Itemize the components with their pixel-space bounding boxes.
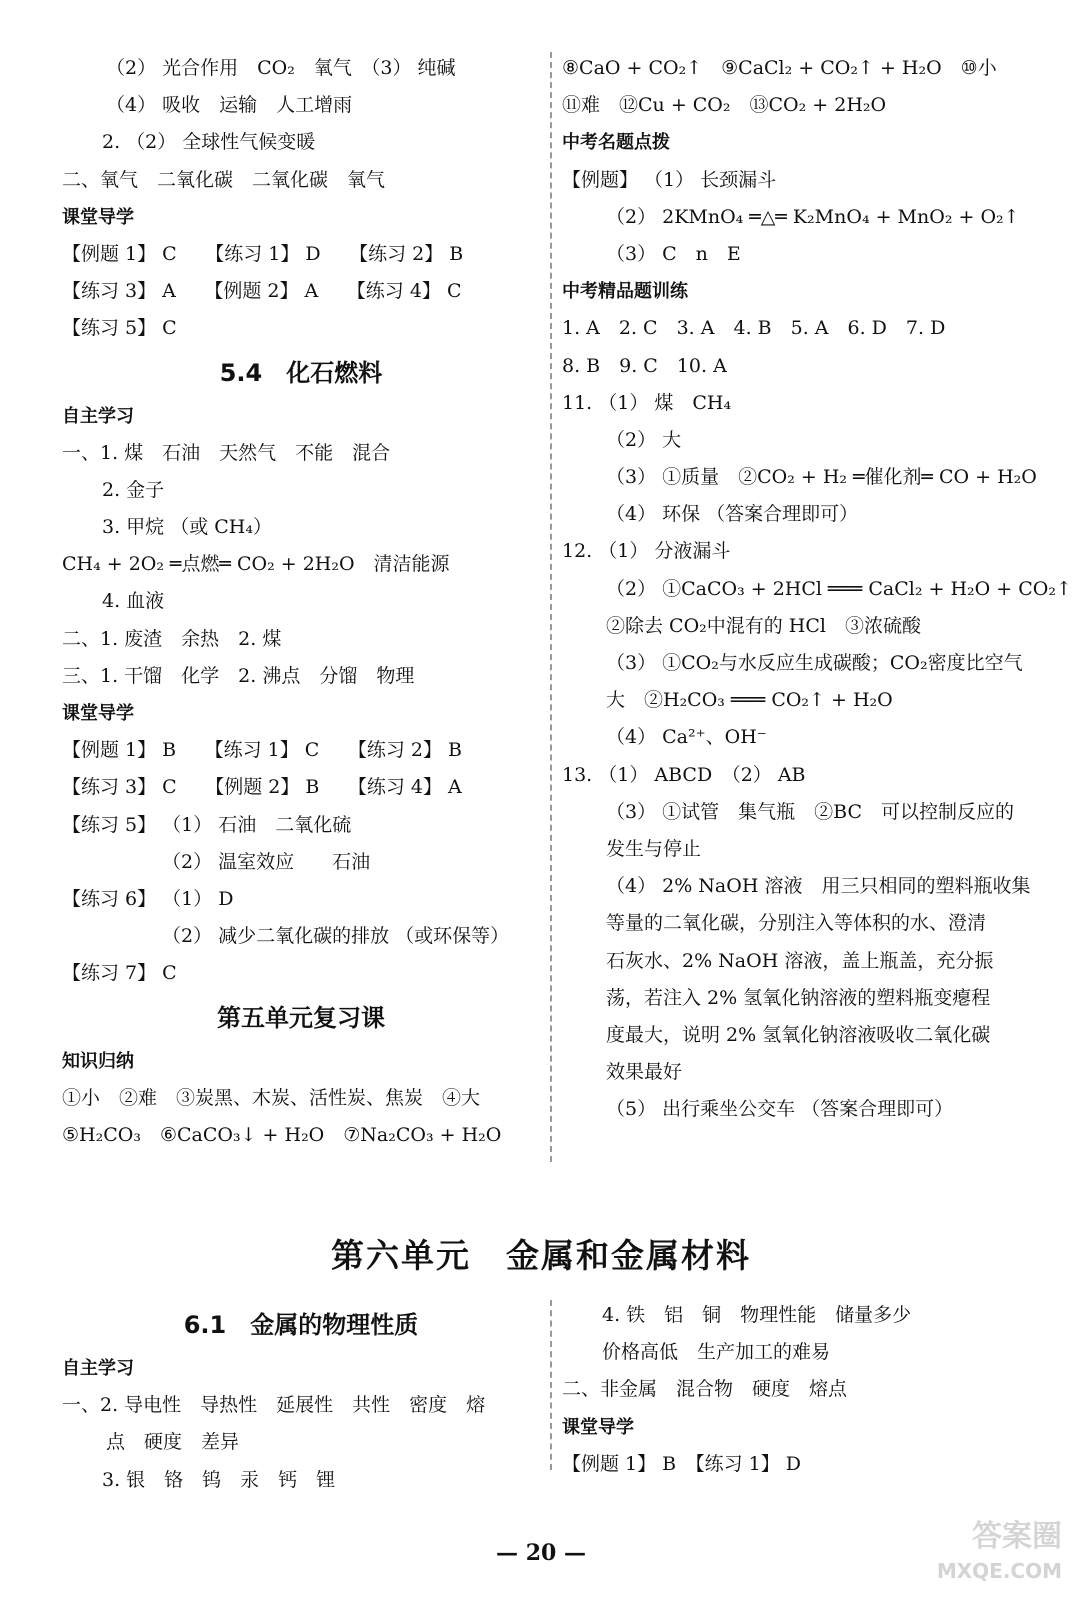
answer-line: （4） 吸收 运输 人工增雨 bbox=[106, 94, 353, 117]
answer-line: 发生与停止 bbox=[606, 837, 702, 860]
left-column-unit6 bbox=[62, 1300, 540, 1499]
watermark-logo bbox=[937, 1520, 1062, 1588]
answer-line: ⑪难 ⑫Cu + CO₂ ⑬CO₂ + 2H₂O bbox=[562, 94, 887, 117]
answer-line: 度最大，说明 2% 氢氧化钠溶液吸收二氧化碳 bbox=[606, 1023, 991, 1046]
answer-line: ①小 ②难 ③炭黑、木炭、活性炭、焦炭 ④大 bbox=[62, 1086, 481, 1109]
answer-line: （4） Ca²⁺、OH⁻ bbox=[606, 726, 767, 749]
section-heading: 课堂导学 bbox=[62, 206, 134, 228]
unit-title: 第六单元 金属和金属材料 bbox=[331, 1236, 751, 1275]
right-column-unit6 bbox=[562, 1297, 1042, 1483]
answer-line: 价格高低 生产加工的难易 bbox=[602, 1341, 831, 1364]
answer-line: 石灰水、2% NaOH 溶液，盖上瓶盖，充分振 bbox=[606, 949, 994, 972]
answer-line: 4. 血液 bbox=[102, 590, 165, 613]
answer-line: 【练习 7】 C bbox=[62, 962, 177, 985]
answer-line: 2. （2） 全球性气候变暖 bbox=[102, 131, 316, 154]
left-column bbox=[62, 50, 540, 1154]
watermark-text: 答案圈 bbox=[972, 1519, 1062, 1554]
section-heading: 自主学习 bbox=[62, 1358, 134, 1379]
answer-line: 【例题 1】 C 【练习 1】 D 【练习 2】 B bbox=[62, 242, 464, 265]
answer-line: 12. （1） 分液漏斗 bbox=[562, 540, 731, 563]
answer-line: 【练习 5】 （1） 石油 二氧化硫 bbox=[62, 813, 352, 836]
column-divider bbox=[550, 1300, 552, 1470]
answer-line: 11. （1） 煤 CH₄ bbox=[562, 391, 732, 414]
section-heading: 课堂导学 bbox=[62, 703, 134, 724]
answer-line: 4. 铁 铝 铜 物理性能 储量多少 bbox=[602, 1304, 912, 1326]
answer-line: 【例题】 （1） 长颈漏斗 bbox=[562, 168, 777, 191]
answer-line: （5） 出行乘坐公交车 （答案合理即可） bbox=[606, 1098, 954, 1121]
answer-line: 点 硬度 差异 bbox=[106, 1431, 240, 1454]
answer-line: （2） 2KMnO₄ ═△═ K₂MnO₄ + MnO₂ + O₂↑ bbox=[606, 205, 1020, 228]
section-heading: 自主学习 bbox=[62, 405, 134, 427]
answer-line: （4） 环保 （答案合理即可） bbox=[606, 503, 859, 526]
answer-line: （2） 减少二氧化碳的排放 （或环保等） bbox=[162, 925, 510, 948]
answer-line: （3） C n E bbox=[606, 242, 741, 265]
answer-line: 3. 银 铬 钨 汞 钙 锂 bbox=[102, 1468, 336, 1491]
answer-line: （3） ①CO₂与水反应生成碳酸；CO₂密度比空气 bbox=[606, 652, 1023, 674]
section-title: 第五单元复习课 bbox=[217, 1003, 385, 1032]
answer-line: 【练习 3】 C 【例题 2】 B 【练习 4】 A bbox=[62, 776, 462, 799]
answer-line: 二、1. 废渣 余热 2. 煤 bbox=[62, 627, 282, 650]
section-heading: 课堂导学 bbox=[562, 1416, 634, 1438]
watermark-url: MXQE.COM bbox=[936, 1559, 1062, 1583]
answer-line: （2） 光合作用 CO₂ 氧气 （3） 纯碱 bbox=[106, 57, 456, 79]
answer-line: 大 ②H₂CO₃ ═══ CO₂↑ + H₂O bbox=[606, 689, 893, 712]
answer-line: 【例题 1】 B 【练习 1】 C 【练习 2】 B bbox=[62, 739, 462, 762]
answer-line: （3） ①质量 ②CO₂ + H₂ ═催化剂═ CO + H₂O bbox=[606, 466, 1037, 489]
answer-line: 【练习 3】 A 【例题 2】 A 【练习 4】 C bbox=[62, 280, 462, 303]
answer-line: （3） ①试管 集气瓶 ②BC 可以控制反应的 bbox=[606, 800, 1014, 823]
right-column bbox=[562, 50, 1072, 1128]
answer-line: 【练习 6】 （1） D bbox=[62, 887, 234, 910]
answer-line: 8. B 9. C 10. A bbox=[562, 354, 727, 377]
answer-line: （4） 2% NaOH 溶液 用三只相同的塑料瓶收集 bbox=[606, 875, 1031, 898]
answer-line: （2） 大 bbox=[606, 428, 682, 451]
answer-line: 1. A 2. C 3. A 4. B 5. A 6. D 7. D bbox=[562, 317, 946, 340]
section-heading: 知识归纳 bbox=[62, 1050, 134, 1072]
answer-line: ⑧CaO + CO₂↑ ⑨CaCl₂ + CO₂↑ + H₂O ⑩小 bbox=[562, 57, 997, 79]
column-divider bbox=[550, 52, 552, 1162]
answer-line: （2） 温室效应 石油 bbox=[162, 850, 371, 873]
section-heading: 中考精品题训练 bbox=[562, 281, 688, 303]
answer-line: 二、非金属 混合物 硬度 熔点 bbox=[562, 1378, 848, 1401]
answer-line: 效果最好 bbox=[606, 1061, 683, 1084]
answer-line: 等量的二氧化碳，分别注入等体积的水、澄清 bbox=[606, 912, 987, 935]
answer-line: 3. 甲烷 （或 CH₄） bbox=[102, 516, 272, 539]
answer-line: CH₄ + 2O₂ ═点燃═ CO₂ + 2H₂O 清洁能源 bbox=[62, 553, 450, 576]
answer-line: 一、2. 导电性 导热性 延展性 共性 密度 熔 bbox=[62, 1394, 486, 1417]
answer-line: 【例题 1】 B 【练习 1】 D bbox=[562, 1452, 802, 1475]
answer-line: 三、1. 干馏 化学 2. 沸点 分馏 物理 bbox=[62, 664, 415, 687]
section-title: 5.4 化石燃料 bbox=[219, 358, 383, 387]
answer-line: ⑤H₂CO₃ ⑥CaCO₃↓ + H₂O ⑦Na₂CO₃ + H₂O bbox=[62, 1123, 502, 1146]
answer-line: 荡，若注入 2% 氢氧化钠溶液的塑料瓶变瘪程 bbox=[606, 986, 991, 1009]
answer-line: 二、氧气 二氧化碳 二氧化碳 氧气 bbox=[62, 168, 386, 191]
answer-line: 【练习 5】 C bbox=[62, 317, 177, 340]
answer-line: ②除去 CO₂中混有的 HCl ③浓硫酸 bbox=[606, 614, 921, 637]
section-title: 6.1 金属的物理性质 bbox=[183, 1311, 419, 1339]
section-heading: 中考名题点拨 bbox=[562, 132, 670, 154]
answer-line: 2. 金子 bbox=[102, 478, 165, 501]
page-number: — 20 — bbox=[496, 1540, 586, 1566]
answer-line: 13. （1） ABCD （2） AB bbox=[562, 763, 806, 786]
answer-line: 一、1. 煤 石油 天然气 不能 混合 bbox=[62, 441, 391, 464]
answer-line: （2） ①CaCO₃ + 2HCl ═══ CaCl₂ + H₂O + CO₂↑ bbox=[606, 577, 1072, 600]
